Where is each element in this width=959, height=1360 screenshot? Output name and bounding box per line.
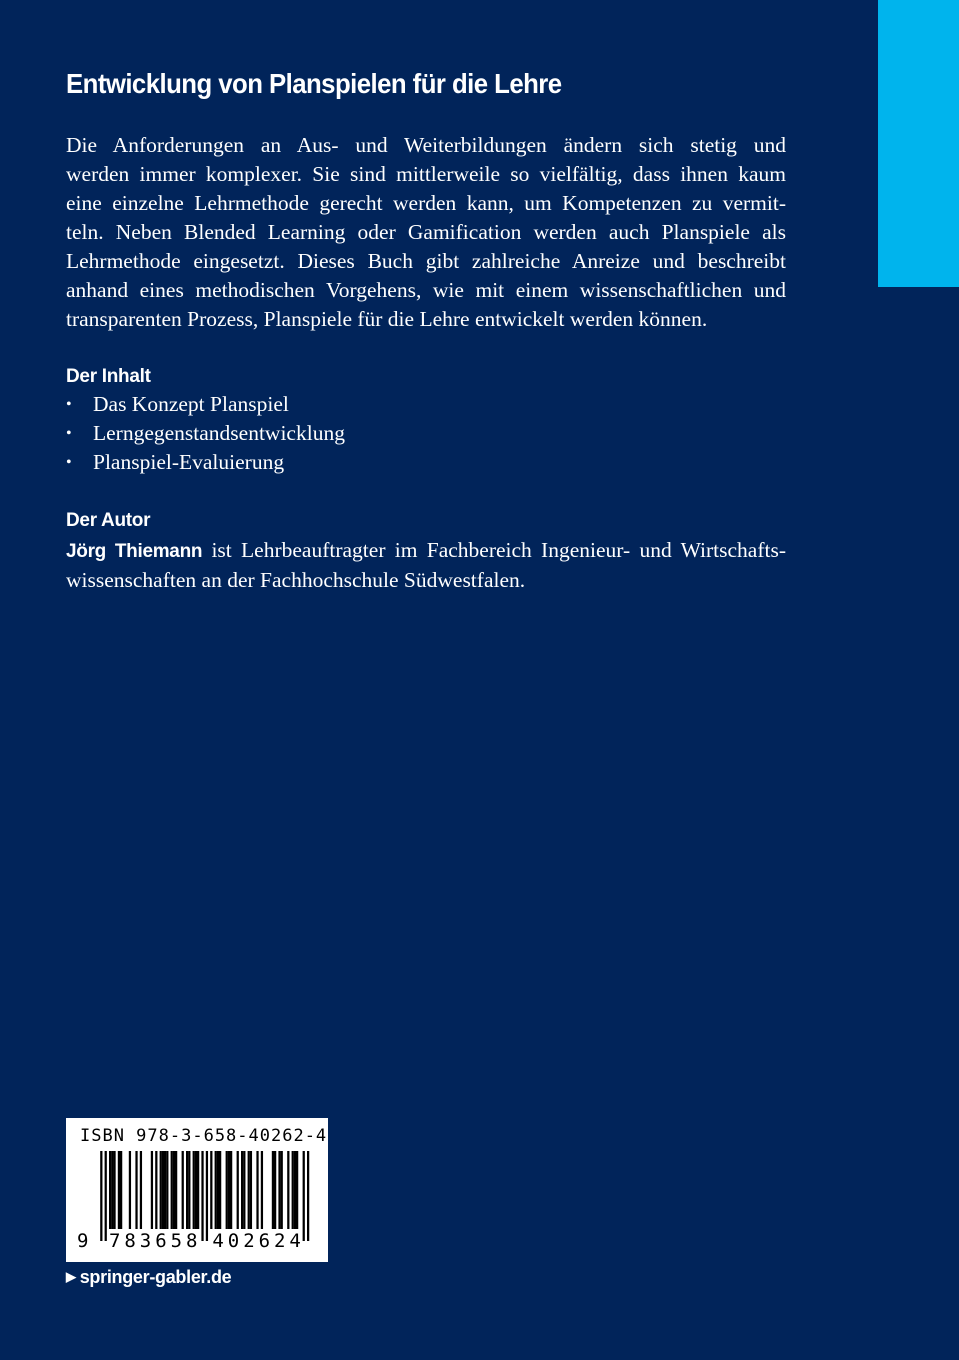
list-item	[66, 390, 345, 419]
barcode-bar	[188, 1151, 190, 1229]
ean-digits	[66, 1230, 328, 1256]
description-line: anhand eines methodischen Vorgehens, wie mit einem wissenschaftlichen und	[66, 278, 786, 302]
ean-digit: 2	[274, 1230, 286, 1252]
barcode-bar	[111, 1151, 113, 1229]
barcode-bar	[296, 1151, 298, 1229]
barcode-bar	[164, 1151, 166, 1229]
barcode-bar	[162, 1151, 164, 1229]
ean-digit: 9	[77, 1230, 89, 1252]
ean-digit: 6	[258, 1230, 271, 1252]
author-bio-line	[66, 536, 786, 566]
barcode-guard-bar	[105, 1151, 107, 1241]
barcode-bar	[113, 1151, 115, 1229]
bullet-icon: •	[66, 454, 72, 471]
barcode-guard-bar	[201, 1151, 203, 1241]
author-bio-text: ist Lehrbeauftragter im Fachbereich Ingenieur- und Wirtschafts-	[202, 538, 786, 562]
isbn-barcode	[66, 1118, 328, 1262]
barcode-bar	[215, 1151, 217, 1229]
barcode-bar	[248, 1151, 250, 1229]
barcode-bar	[151, 1151, 153, 1229]
barcode-bar	[250, 1151, 252, 1229]
barcode-bar	[281, 1151, 283, 1229]
description-line: Lehrmethode eingesetzt. Dieses Buch gibt zahlreiche Anreize und beschreibt	[66, 249, 786, 273]
barcode-bar	[182, 1151, 184, 1229]
barcode-bar	[140, 1151, 142, 1229]
barcode-guard-bar	[307, 1151, 309, 1241]
barcode-bar	[294, 1151, 296, 1229]
author-bio-line: wissenschaften an der Fachhochschule Südwestfalen.	[66, 568, 526, 592]
bullet-icon: •	[66, 396, 72, 413]
contents-list	[66, 390, 345, 477]
publisher-link[interactable]	[66, 1267, 231, 1288]
barcode-icon	[76, 1151, 318, 1241]
barcode-bar	[166, 1151, 168, 1229]
description-line: eine einzelne Lehrmethode gerecht werden kann, um Kompetenzen zu vermit-	[66, 191, 786, 215]
contents-item: Planspiel-Evaluierung	[93, 450, 285, 474]
contents-heading: Der Inhalt	[66, 366, 151, 387]
barcode-bar	[171, 1151, 173, 1229]
barcode-guard-bar	[303, 1151, 305, 1241]
contents-item: Das Konzept Planspiel	[93, 392, 289, 416]
barcode-bar	[175, 1151, 177, 1229]
author-heading: Der Autor	[66, 510, 151, 531]
triangle-right-icon: ▶	[66, 1269, 76, 1284]
barcode-bar	[287, 1151, 289, 1229]
barcode-bar	[109, 1151, 111, 1229]
ean-digit: 5	[170, 1230, 183, 1252]
barcode-bar	[241, 1151, 243, 1229]
description-line: werden immer komplexer. Sie sind mittlerweile so vielfältig, dass ihnen kaum	[66, 162, 786, 186]
contents-item: Lerngegenstandsentwicklung	[93, 421, 345, 445]
barcode-bar	[272, 1151, 274, 1229]
isbn-label: ISBN 978-3-658-40262-4	[80, 1126, 328, 1146]
description-line: Die Anforderungen an Aus- und Weiterbildungen ändern sich stetig und	[66, 133, 786, 157]
barcode-bar	[228, 1151, 230, 1229]
list-item	[66, 448, 345, 477]
barcode-bar	[237, 1151, 239, 1229]
barcode-guard-bar	[206, 1151, 208, 1241]
barcode-bar	[129, 1151, 131, 1229]
ean-digit: 4	[289, 1230, 301, 1252]
ean-digit: 0	[227, 1230, 240, 1252]
barcode-bar	[274, 1151, 276, 1229]
barcode-bar	[173, 1151, 175, 1229]
ean-digit: 4	[212, 1230, 224, 1252]
description-line: teln. Neben Blended Learning oder Gamification werden auch Planspiele als	[66, 220, 786, 244]
description-line: transparenten Prozess, Planspiele für die Lehre entwickelt werden können.	[66, 307, 708, 331]
author-bio	[66, 536, 786, 595]
barcode-bar	[226, 1151, 228, 1229]
book-title: Entwicklung von Planspielen für die Lehre	[66, 68, 562, 99]
barcode-bar	[135, 1151, 137, 1229]
ean-digit: 2	[243, 1230, 255, 1252]
ean-digit: 3	[139, 1230, 152, 1252]
bullet-icon: •	[66, 425, 72, 442]
barcode-bar	[256, 1151, 258, 1229]
barcode-bar	[210, 1151, 212, 1229]
barcode-bar	[217, 1151, 219, 1229]
accent-color-bar	[878, 0, 959, 287]
barcode-bar	[160, 1151, 162, 1229]
ean-digit: 6	[155, 1230, 167, 1252]
barcode-bar	[155, 1151, 157, 1229]
ean-digit: 8	[186, 1230, 198, 1252]
list-item	[66, 419, 345, 448]
author-name: Jörg Thiemann	[66, 541, 203, 562]
barcode-bar	[193, 1151, 195, 1229]
barcode-bar	[230, 1151, 232, 1229]
barcode-bar	[219, 1151, 221, 1229]
barcode-bar	[120, 1151, 122, 1229]
book-description	[66, 131, 786, 334]
ean-digit: 8	[124, 1230, 136, 1252]
barcode-bar	[195, 1151, 197, 1229]
barcode-bar	[292, 1151, 294, 1229]
barcode-bar	[197, 1151, 199, 1229]
barcode-bar	[243, 1151, 245, 1229]
barcode-bar	[278, 1151, 280, 1229]
barcode-guard-bar	[100, 1151, 102, 1241]
publisher-url: springer-gabler.de	[79, 1267, 232, 1287]
barcode-bar	[186, 1151, 188, 1229]
barcode-bar	[118, 1151, 120, 1229]
barcode-bar	[261, 1151, 263, 1229]
ean-digit: 7	[109, 1230, 121, 1252]
